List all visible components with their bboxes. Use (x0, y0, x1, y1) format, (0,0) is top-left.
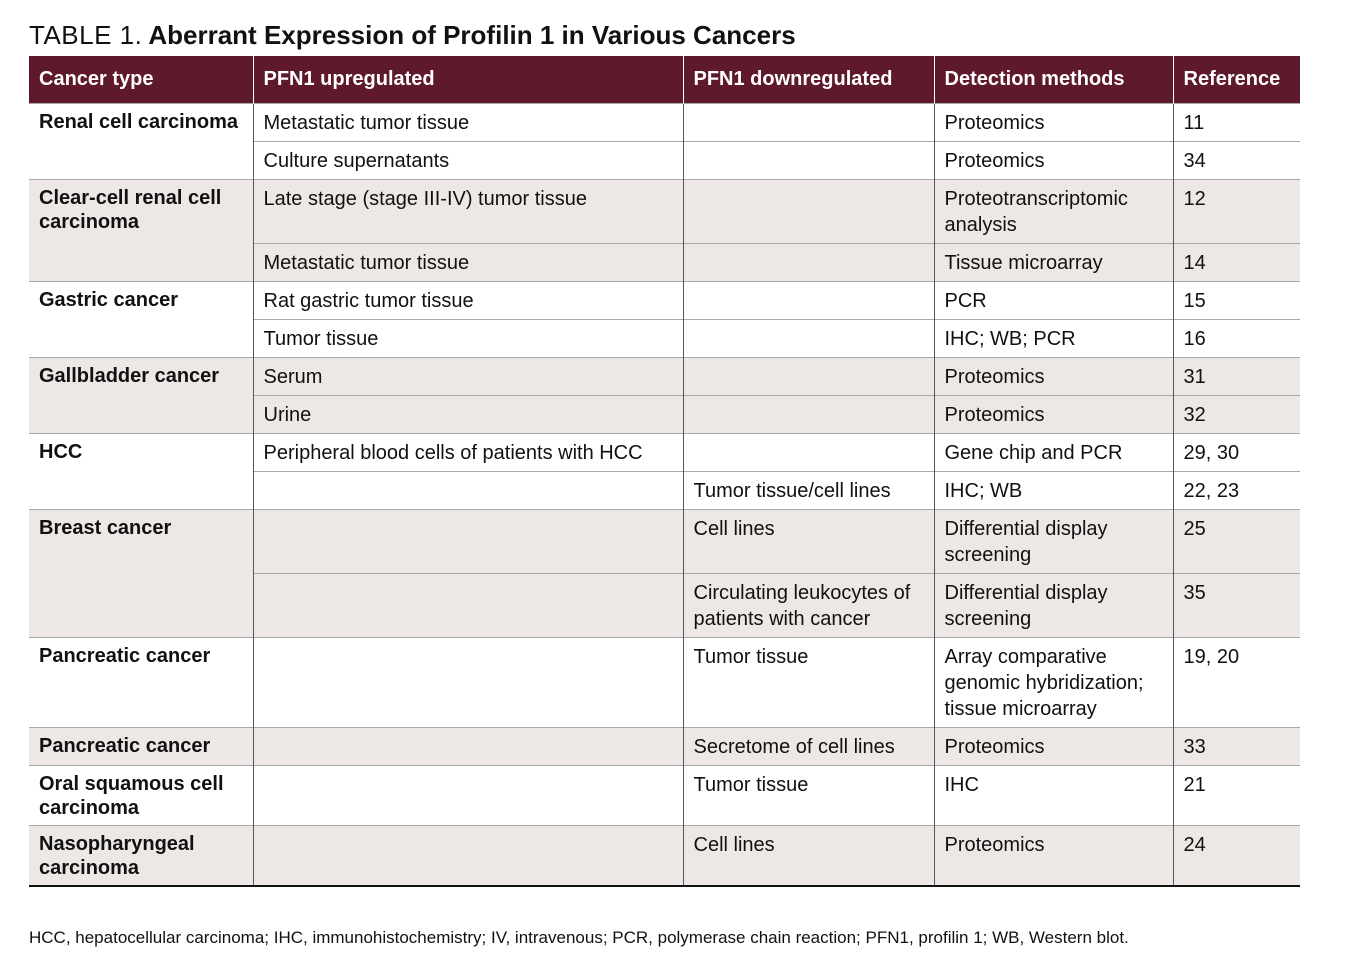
detection-method-cell: Proteomics (934, 358, 1173, 396)
detection-method-cell: PCR (934, 282, 1173, 320)
downregulated-cell: Cell lines (683, 826, 934, 887)
detection-method-cell: Proteomics (934, 142, 1173, 180)
downregulated-cell (683, 142, 934, 180)
downregulated-cell (683, 358, 934, 396)
header-pfn1-downregulated: PFN1 downregulated (683, 56, 934, 104)
reference-cell: 35 (1173, 574, 1300, 638)
downregulated-cell: Tumor tissue (683, 766, 934, 826)
cancer-type-cell: Gastric cancer (29, 282, 253, 358)
reference-cell: 16 (1173, 320, 1300, 358)
upregulated-cell (253, 510, 683, 574)
detection-method-cell: Proteomics (934, 826, 1173, 887)
table-row (29, 104, 1300, 142)
table-row (29, 728, 1300, 766)
upregulated-cell (253, 826, 683, 887)
reference-cell: 22, 23 (1173, 472, 1300, 510)
reference-cell: 24 (1173, 826, 1300, 887)
table-row (29, 510, 1300, 574)
reference-cell: 29, 30 (1173, 434, 1300, 472)
cancer-type-cell: Clear-cell renal cell carcinoma (29, 180, 253, 282)
detection-method-cell: IHC; WB; PCR (934, 320, 1173, 358)
reference-cell: 33 (1173, 728, 1300, 766)
detection-method-cell: Proteomics (934, 728, 1173, 766)
downregulated-cell (683, 396, 934, 434)
table-footnote: HCC, hepatocellular carcinoma; IHC, immunohistochemistry; IV, intravenous; PCR, polymerase chain reaction; PFN1, profilin 1; WB, Western blot. (29, 928, 1129, 947)
detection-method-cell: Gene chip and PCR (934, 434, 1173, 472)
detection-method-cell: Proteomics (934, 396, 1173, 434)
reference-cell: 25 (1173, 510, 1300, 574)
upregulated-cell: Culture supernatants (253, 142, 683, 180)
reference-cell: 11 (1173, 104, 1300, 142)
detection-method-cell: Differential display screening (934, 574, 1173, 638)
header-row (29, 56, 1300, 104)
downregulated-cell: Circulating leukocytes of patients with cancer (683, 574, 934, 638)
upregulated-cell: Metastatic tumor tissue (253, 244, 683, 282)
header-pfn1-upregulated: PFN1 upregulated (253, 56, 683, 104)
reference-cell: 34 (1173, 142, 1300, 180)
downregulated-cell (683, 104, 934, 142)
downregulated-cell (683, 180, 934, 244)
upregulated-cell (253, 766, 683, 826)
header-reference: Reference (1173, 56, 1300, 104)
cancer-type-cell: Pancreatic cancer (29, 728, 253, 766)
downregulated-cell: Secretome of cell lines (683, 728, 934, 766)
reference-cell: 12 (1173, 180, 1300, 244)
cancer-type-cell: Nasopharyngeal carcinoma (29, 826, 253, 887)
upregulated-cell: Metastatic tumor tissue (253, 104, 683, 142)
reference-cell: 15 (1173, 282, 1300, 320)
table-row (29, 358, 1300, 396)
upregulated-cell: Tumor tissue (253, 320, 683, 358)
table-row (29, 766, 1300, 826)
cancer-type-cell: Gallbladder cancer (29, 358, 253, 434)
cancer-type-cell: Breast cancer (29, 510, 253, 638)
cancer-type-cell: Pancreatic cancer (29, 638, 253, 728)
cancer-type-cell: Oral squamous cell carcinoma (29, 766, 253, 826)
reference-cell: 19, 20 (1173, 638, 1300, 728)
upregulated-cell: Late stage (stage III-IV) tumor tissue (253, 180, 683, 244)
downregulated-cell (683, 434, 934, 472)
upregulated-cell: Peripheral blood cells of patients with HCC (253, 434, 683, 472)
reference-cell: 32 (1173, 396, 1300, 434)
table-title: Aberrant Expression of Profilin 1 in Various Cancers (148, 20, 796, 50)
table-body (29, 104, 1300, 887)
downregulated-cell: Cell lines (683, 510, 934, 574)
upregulated-cell (253, 574, 683, 638)
upregulated-cell (253, 728, 683, 766)
detection-method-cell: Array comparative genomic hybridization; tissue microarray (934, 638, 1173, 728)
cancer-type-cell: HCC (29, 434, 253, 510)
table-row (29, 434, 1300, 472)
downregulated-cell (683, 244, 934, 282)
table-header (29, 56, 1300, 104)
downregulated-cell (683, 282, 934, 320)
upregulated-cell: Rat gastric tumor tissue (253, 282, 683, 320)
cancer-type-cell: Renal cell carcinoma (29, 104, 253, 180)
table-row (29, 638, 1300, 728)
upregulated-cell (253, 638, 683, 728)
reference-cell: 31 (1173, 358, 1300, 396)
detection-method-cell: Proteotranscriptomic analysis (934, 180, 1173, 244)
header-cancer-type: Cancer type (29, 56, 253, 104)
table-row (29, 180, 1300, 244)
downregulated-cell: Tumor tissue/cell lines (683, 472, 934, 510)
detection-method-cell: Differential display screening (934, 510, 1173, 574)
detection-method-cell: IHC (934, 766, 1173, 826)
table-row (29, 826, 1300, 887)
detection-method-cell: Proteomics (934, 104, 1173, 142)
detection-method-cell: IHC; WB (934, 472, 1173, 510)
table-label: TABLE 1. (29, 20, 143, 50)
table-row (29, 282, 1300, 320)
upregulated-cell: Serum (253, 358, 683, 396)
upregulated-cell: Urine (253, 396, 683, 434)
downregulated-cell: Tumor tissue (683, 638, 934, 728)
detection-method-cell: Tissue microarray (934, 244, 1173, 282)
reference-cell: 14 (1173, 244, 1300, 282)
upregulated-cell (253, 472, 683, 510)
table-caption (29, 20, 796, 51)
downregulated-cell (683, 320, 934, 358)
reference-cell: 21 (1173, 766, 1300, 826)
profilin-table (29, 56, 1300, 887)
header-detection-methods: Detection methods (934, 56, 1173, 104)
